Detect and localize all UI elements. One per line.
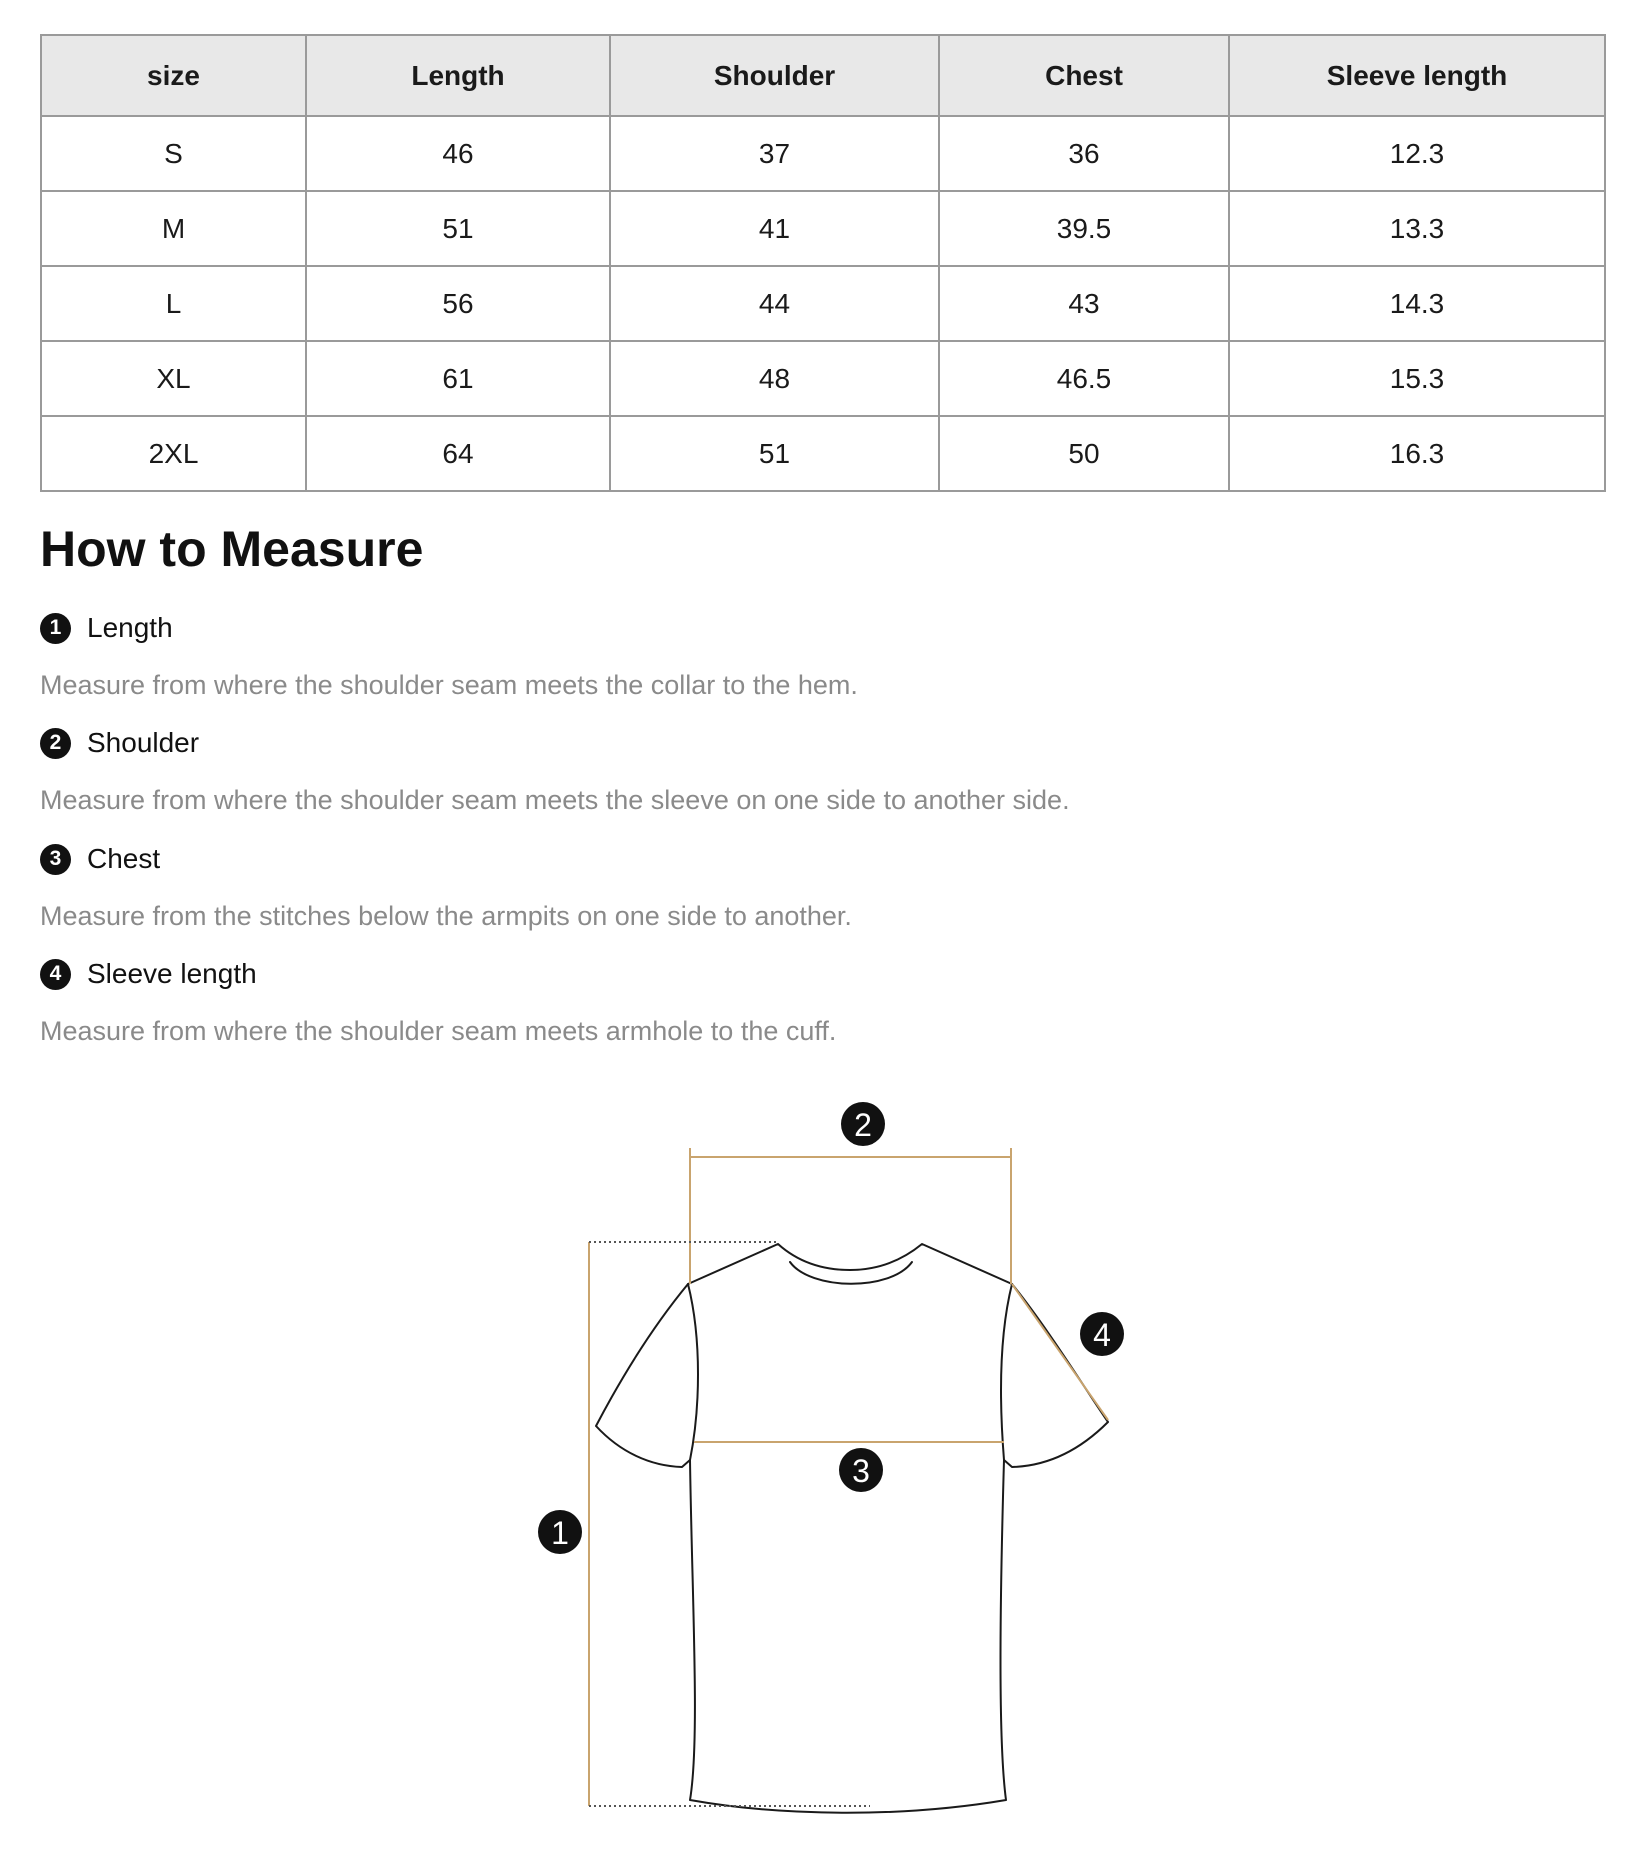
cell-sleeve-length: 16.3 — [1229, 416, 1605, 491]
marker-1-label: 1 — [551, 1515, 569, 1551]
cell-sleeve-length: 15.3 — [1229, 341, 1605, 416]
marker-4-icon — [1080, 1312, 1124, 1356]
marker-1-icon — [538, 1510, 582, 1554]
step-title: Chest — [87, 843, 161, 874]
cell-length: 56 — [306, 266, 610, 341]
number-2-badge-icon: 2 — [40, 728, 71, 759]
length-guide-lines — [589, 1242, 870, 1806]
cell-size: M — [41, 191, 306, 266]
cell-shoulder: 41 — [610, 191, 939, 266]
marker-3-icon — [839, 1448, 883, 1492]
step-title: Length — [87, 612, 173, 643]
cell-sleeve-length: 12.3 — [1229, 116, 1605, 191]
collar-line — [790, 1262, 912, 1284]
marker-4-label: 4 — [1093, 1317, 1111, 1353]
step-description: Measure from the stitches below the armpits on one side to another. — [40, 901, 852, 931]
cell-chest: 39.5 — [939, 191, 1229, 266]
tshirt-outline-icon — [596, 1244, 1108, 1813]
marker-badges — [538, 1102, 1124, 1554]
cell-shoulder: 37 — [610, 116, 939, 191]
cell-chest: 50 — [939, 416, 1229, 491]
number-3-badge-icon: 3 — [40, 844, 71, 875]
cell-sleeve-length: 13.3 — [1229, 191, 1605, 266]
number-1-badge-icon: 1 — [40, 613, 71, 644]
left-armhole-seam — [688, 1284, 698, 1460]
cell-size: L — [41, 266, 306, 341]
how-to-measure-heading: How to Measure — [40, 521, 424, 577]
step-description: Measure from where the shoulder seam meets the sleeve on one side to another side. — [40, 785, 1070, 815]
cell-size: S — [41, 116, 306, 191]
cell-length: 51 — [306, 191, 610, 266]
column-header-size: size — [41, 35, 306, 116]
column-header-length: Length — [306, 35, 610, 116]
right-armhole-seam — [1001, 1284, 1012, 1460]
cell-shoulder: 48 — [610, 341, 939, 416]
column-header-sleeve-length: Sleeve length — [1229, 35, 1605, 116]
tshirt-body-outline — [596, 1244, 1108, 1813]
cell-chest: 46.5 — [939, 341, 1229, 416]
cell-length: 64 — [306, 416, 610, 491]
cell-length: 61 — [306, 341, 610, 416]
column-header-shoulder: Shoulder — [610, 35, 939, 116]
cell-size: XL — [41, 341, 306, 416]
number-4-badge-icon: 4 — [40, 959, 71, 990]
column-header-chest: Chest — [939, 35, 1229, 116]
cell-shoulder: 51 — [610, 416, 939, 491]
cell-length: 46 — [306, 116, 610, 191]
marker-2-label: 2 — [854, 1107, 872, 1143]
step-title: Sleeve length — [87, 958, 257, 989]
step-title: Shoulder — [87, 727, 200, 758]
cell-chest: 43 — [939, 266, 1229, 341]
step-description: Measure from where the shoulder seam meets the collar to the hem. — [40, 670, 858, 700]
step-description: Measure from where the shoulder seam meets armhole to the cuff. — [40, 1016, 837, 1046]
cell-sleeve-length: 14.3 — [1229, 266, 1605, 341]
marker-2-icon — [841, 1102, 885, 1146]
marker-3-label: 3 — [852, 1453, 870, 1489]
cell-size: 2XL — [41, 416, 306, 491]
cell-chest: 36 — [939, 116, 1229, 191]
cell-shoulder: 44 — [610, 266, 939, 341]
